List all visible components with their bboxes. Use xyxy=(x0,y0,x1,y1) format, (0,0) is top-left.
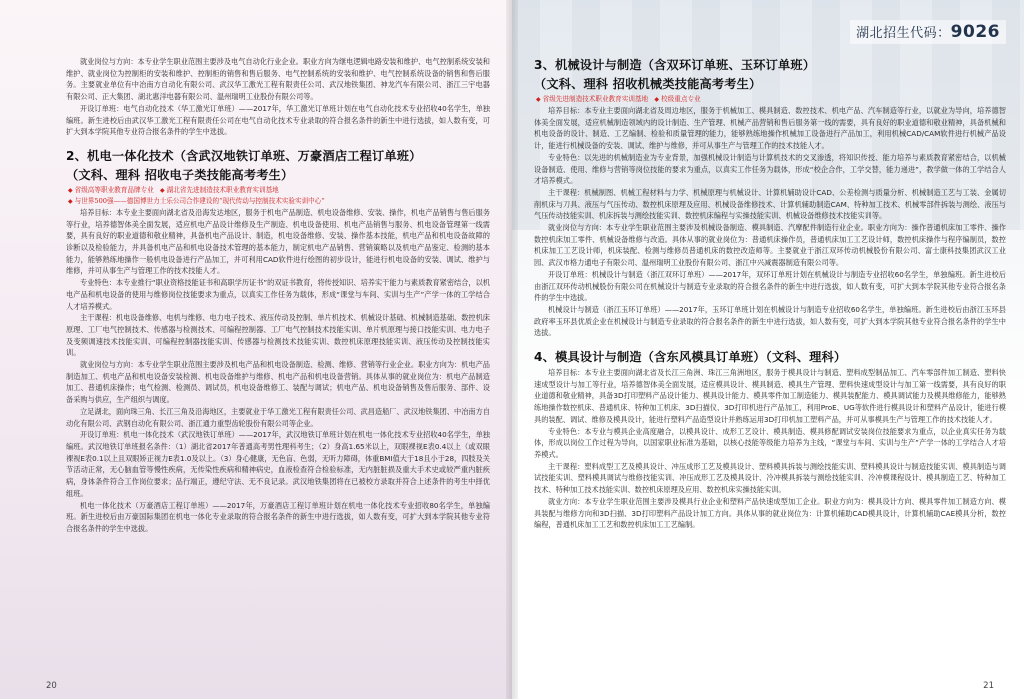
section-2-title: 2、机电一体化技术（含武汉地铁订单班、万豪酒店工程订单班） xyxy=(66,148,422,163)
section-3-order-class-shuanghuan: 开设订单班：机械设计与制造（浙江双环订单班）——2017年，双环订单班计划在机械设计与制造专业招收60名学生，单独编班。新生进校后由浙江双环传动机械股份有限公司在机械设计与制造专业录取的符合报名条件的新生中进行选拔，如人数有变，可扩大到本学院其他专业符合报名条件的学生中选拔。 xyxy=(534,269,1006,303)
intro-order-class-paragraph: 开设订单班：电气自动化技术（华工激光订单班）——2017年，华工激光订单班计划在电气自动化技术专业招收40名学生，单独编班。新生进校后由武汉华工激光工程有限责任公司在电气自动化技术专业录取的符合报名条件的新生中进行选拔，如人数有变，可扩大到本学院其他专业符合报名条件的学生中选拔。 xyxy=(66,103,490,137)
book-gutter xyxy=(506,0,518,699)
section-3-order-class-yuhuan: 机械设计与制造（浙江玉环订单班）——2017年，玉环订单班计划在机械设计与制造专业招收60名学生，单独编班。新生进校后由浙江玉环县政府率玉环县优质企业在机械设计与制造专业录取的符合报名条件的新生中进行选拔，如人数有变，可扩大到本学院其他专业符合报名条件的学生中选拔。 xyxy=(534,304,1006,338)
section-2-awards xyxy=(68,185,490,207)
section-3-feature: 专业特色：以先进的机械制造业为专业背景，加强机械设计制造与计算机技术的交叉渗透，将知识传授、能力培养与素质教育紧密结合，以机械设备制造、使用、维修与营销等岗位技能的要求为重点，以真实工作任务为载体，形成“校企合作，工学交替，能力递进”，教学做一体的工学结合人才培养模式。 xyxy=(534,152,1006,186)
section-2-employment: 就业岗位与方向：本专业学生职业范围主要涉及机电产品和机电设备制造、检测、维修、营销等行业企业。职业方向为：机电产品制造加工、机电产品和机电设备安装检测、机电设备维护与维修、机电产品和机电设备营销。具体从事的就业岗位为：机电产品制造加工、普通机床操作；电气检测、检测员、调试员，机电设备维修工、装配与调试；机电产品、机电设备销售及售后服务、部件、设备采购与供应，生产组织与调度。 xyxy=(66,360,490,405)
section-3-goal: 培养目标：本专业主要面向湖北省及周边地区，服务于机械加工、模具制造、数控技术、机电产品、汽车制造等行业，以就业为导向，培养德智体美全面发展，适应机械制造领域内的设计制造、生产管理、机械产品营销和售后服务第一线的需要，具有良好的职业道德和敬业精神，具备机械和机电设备的设计、制造、工艺编制、检验和质量管理的能力，能够熟练地操作机械加工设备进行产品加工，利用机械CAD/CAM软件进行机械产品设计，能进行机械设备的安装、调试、维护与维修，并可从事生产与管理工作的技术技能人才。 xyxy=(534,106,1006,151)
section-4-feature: 专业特色：本专业与模具企业高度融合，以模具设计、成形工艺设计、模具制造、模具修配调试安装岗位技能要求为重点，以企业真实任务为载体，形成以岗位工作过程为导向，以国家职业标准为基础，以核心技能等级能力培养为主线，“课堂与车间、实训与生产”产学一体的工学结合人才培养模式。 xyxy=(534,426,1006,459)
enrollment-code-label: 湖北招生代码： xyxy=(856,26,951,41)
section-2-courses: 主干课程：机电设备维修、电机与维修、电力电子技术、液压传动及控制、单片机技术、机械设计基础、机械制造基础、数控机床原理、工厂电气控制技术、传感器与检测技术、可编程控制器、工厂电气控制技术技能实训、单片机原理与接口技能实训、电力电子及变频调速技术技能实训、可编程控制器技能实训、传感器与检测技术技能实训、数控机床原理技能实训、液压传动及控制技能实训。 xyxy=(66,313,490,358)
enrollment-code-value: 9026 xyxy=(950,22,1000,42)
award-item: 湖北省先进制造技术职业教育实训基地 xyxy=(166,185,279,194)
award-item: 省级高等职业教育品牌专业 xyxy=(74,185,154,194)
enrollment-code-badge xyxy=(850,20,1006,44)
section-3-courses: 主干课程：机械制图、机械工程材料与力学、机械原理与机械设计、计算机辅助设计CAD、公差检测与质量分析、机械制造工艺与工装、金属切削机床与刀具、液压与气压传动、数控机床原理及应用、机械设备维修技术、计算机辅助制造CAM、特种加工技术、机械零部件拆装与测绘、液压与气压传动技能实训、机床拆装与测绘技能实训、数控机床编程与实操技能实训、机械设备维修技术技能实训等。 xyxy=(534,187,1006,221)
section-4-employment: 就业方向：本专业学生职业范围主要涉及模具行业企业和塑料产品快速成型加工企业。职业方向为：模具设计方向、模具零件加工制造方向、模具装配与维修方向和3D扫描、3D打印塑料产品设计加工方向。具体从事的就业岗位为：计算机辅助CAD模具设计，计算机辅助CAE模具分析，数控编程，普通机床加工工艺和数控机床加工工艺编制。 xyxy=(534,496,1006,530)
award-item: 校级重点专业 xyxy=(661,95,701,103)
section-3-employment: 就业岗位与方向：本专业学生职业范围主要涉及机械设备制造、模具制造、汽摩配件制造行业企业。职业方向为：操作普通机床加工零件、操作数控机床加工零件、机械设备维修与改造。具体从事的就业岗位为：普通机床操作员，普通机床加工工艺设计师，数控机床操作与程序编制员，数控机床加工工艺设计师，机床装配、检测与维修员普通机床的数控改造师等。主要就业于浙江双环传动机械股份有限公司、富士康科技集团武汉工业园、武汉市格力通电子有限公司、温州瑞明工业股份有限公司、浙江中兴减震器制造有限公司等。 xyxy=(534,223,1006,268)
award-item: 与世界500强——德国博世力士乐公司合作建设的“现代传动与控制技术实验实训中心” xyxy=(74,196,325,205)
section-2-order-class-metro: 开设订单班：机电一体化技术（武汉地铁订单班）——2017年，武汉地铁订单班计划在机电一体化技术专业招收40名学生，单独编班。武汉地铁订单班报名条件：（1）湖北省2017年普通高考男性理科考生；（2）身高1.65米以上，双眼裸视E表0.4以上（或双眼裸视E表0.1以上且双眼矫正视力E表1.0及以上。（3）身心健康，无色盲、色弱，无听力障碍，体重BMI值大于18且小于28，四肢及关节活动正常，无心脑血管等慢性疾病，无传染性疾病和精神病史，血液检查符合检验标准，无内脏脏损及重大手术史或较严重内脏疾病，身体条件符合工作岗位要求；品行端正，遵纪守法、无不良记录。武汉地铁集团将在已被校方录取并符合上述条件的考生中择优组班。 xyxy=(66,430,490,498)
award-item: 省级先进制造技术职业教育实训基地 xyxy=(542,95,649,103)
page-number-right: 21 xyxy=(983,681,994,691)
section-2-order-class-marriott: 机电一体化技术（万豪酒店工程订单班）——2017年，万豪酒店工程订单班计划在机电一体化技术专业招收80名学生，单独编班。新生进校后由万豪国际集团在机电一体化专业录取的符合报名条件的新生中进行选拔，如人数有变，可扩大到本学院其他专业符合报名条件的学生中选拔。 xyxy=(66,500,490,533)
diamond-icon: ◆ xyxy=(68,197,73,205)
section-3-subtitle: （文科、理科 招收机械类技能高考考生） xyxy=(534,77,762,91)
diamond-icon: ◆ xyxy=(536,96,541,103)
right-page xyxy=(512,0,1024,699)
page-number-left: 20 xyxy=(46,681,57,691)
right-page-content xyxy=(534,56,1006,531)
left-page-content xyxy=(66,56,490,535)
section-3-awards xyxy=(536,94,1006,105)
section-2-feature: 专业特色：本专业推行“职业资格技能证书和高职学历证书”的双证书教育，将传授知识、培养实干能力与素质教育紧密结合，以机电产品和机电设备的使用与维修岗位技能要求为重点，以真实工作任务为载体，形成“课堂与车间、实训与生产”产学一体的工学结合人才培养模式。 xyxy=(66,278,490,311)
section-4-goal: 培养目标：本专业主要面向湖北省及长江三角洲、珠江三角洲地区，服务于模具设计与制造、塑料成型制品加工、汽车零部件加工制造、塑料快速成型设计与加工等行业，培养德智体美全面发展，适应模具设计、模具制造、模具生产管理、塑料快速成型设计与加工第一线需要，具有良好的职业道德和敬业精神，具备3D打印塑料产品设计能力、模具设计能力、模具零件加工制造能力、模具装配能力、模具调试能力及模具维修能力，能够熟练地操作数控机床、普通机床、特种加工机床、3D扫描仪、3D打印机进行产品加工，利用ProE、UG等软件进行模具设计和塑料产品设计，能进行模具的装配、调试、维修及模具设计，能进行塑料产品造型设计并熟练运用3D打印机加工塑料产品，并可从事模具生产与管理工作的技术技能人才。 xyxy=(534,368,1006,424)
diamond-icon: ◆ xyxy=(654,96,660,103)
diamond-icon: ◆ xyxy=(68,186,73,194)
diamond-icon: ◆ xyxy=(160,186,165,194)
section-2-subtitle: （文科、理科 招收电子类技能高考考生） xyxy=(66,167,294,182)
intro-employment-paragraph: 就业岗位与方向：本专业学生职业范围主要涉及电气自动化行业企业。职业方向为继电逻辑电路安装和维护、电气控制系统安装和维护、就业岗位为控制柜的安装和维护、控制柜的销售和售后服务、电气控制系统的安装和维护、电气控制系统设备的销售和售后服务。主要就业单位有中冶南方自动化有限公司、武汉华工激光工程有限责任公司、武汉地铁集团、神龙汽车有限公司、浙江三宇电器有限公司、正大集团、湖北惠洋电器有限公司、温州瑞明工业股份有限公司等。 xyxy=(66,57,490,102)
section-2-goal: 培养目标：本专业主要面向湖北省及沿海发达地区，服务于机电产品制造、机电设备维修、安装、操作，机电产品销售与售后服务等行业，培养德智体美全面发展，适应机电产品设计维修及生产制造、机电设备使用、机电产品销售与服务、机电设备管理第一线需要，具有良好的职业道德和敬业精神，具备机电产品设计、制造，机电设备维修、安装、操作基本技能，机电产品和机电设备故障的诊断以及检验能力，并具备机电产品和机电设备技术管理的基本能力，制定机电产品销售、营销策略以及机电产品鉴定、检测的基本能力，能够熟练地操作一般机电设备进行产品加工，并可利用CAD软件进行绘图的初步设计，能进行机电设备的安装、调试、维护与维修，并可从事生产与管理工作的技术技能人才。 xyxy=(66,207,490,276)
section-4-title: 4、模具设计与制造（含东风模具订单班）（文科、理科） xyxy=(534,350,847,365)
section-3-title: 3、机械设计与制造（含双环订单班、玉环订单班） xyxy=(534,58,816,72)
section-2-employers: 立足湖北，面向珠三角、长江三角及沿海地区，主要就业于华工激光工程有限责任公司、武昌造船厂、武汉地铁集团、中冶南方自动化有限公司、武钢自动化有限公司、浙江通力重型齿轮股份有限公司等企业。 xyxy=(66,406,490,428)
section-4-courses: 主干课程：塑料成型工艺及模具设计、冲压成形工艺及模具设计、塑料模具拆装与测绘技能实训、塑料模具设计与制造技能实训、模具制造与调试技能实训、塑料模具调试与维修技能实训、冲压成形工艺及模具设计、冷冲模具拆装与测绘技能实训、冷冲模课程设计、模具制造工艺、特种加工技术、特种加工技术技能实训、数控机床原理及应用、数控机床实操技能实训。 xyxy=(534,461,1006,495)
